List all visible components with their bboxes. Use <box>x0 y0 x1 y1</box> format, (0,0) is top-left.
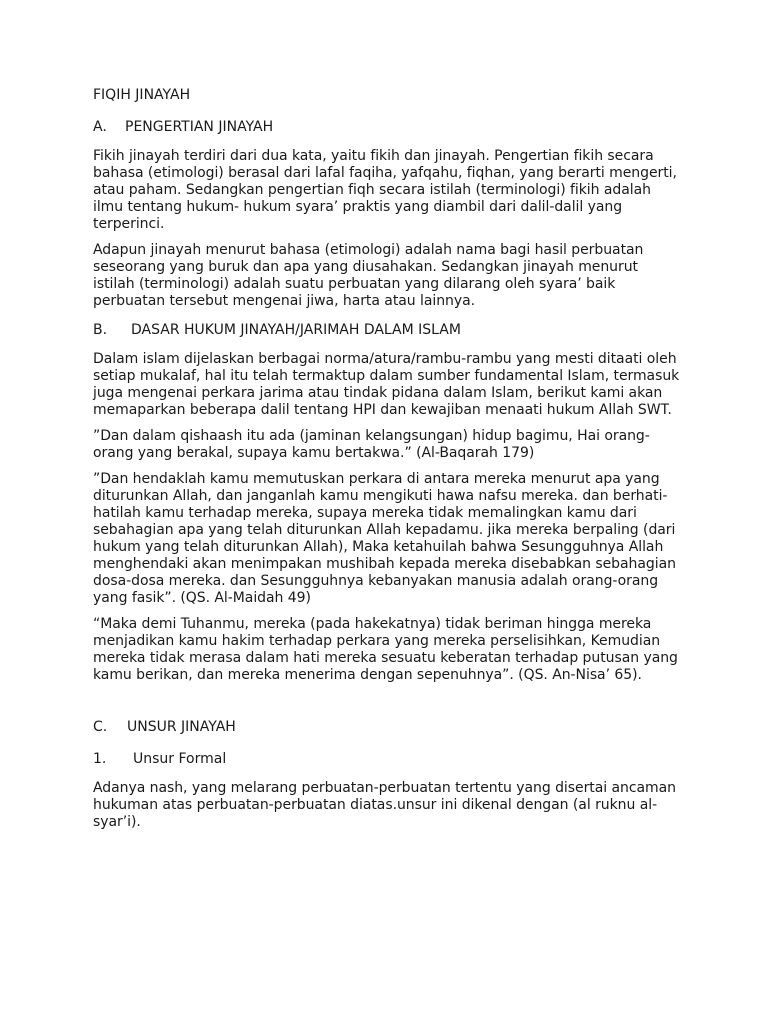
section-b-paragraph-1: Dalam islam dijelaskan berbagai norma/atura/rambu-rambu yang mesti ditaati oleh setiap mukalaf, hal itu telah termaktup dalam sumber fundamental Islam, termasuk juga mengenai perkara jarima atau tindak pidana dalam Islam, berikut kami akan memaparkan beberapa dalil tentang HPI dan kewajiban menaati hukum Allah SWT. <box>93 351 680 418</box>
subsection-1-heading <box>93 748 683 771</box>
section-a-paragraph-2: Adapun jinayah menurut bahasa (etimologi) adalah nama bagi hasil perbuatan seseorang yang buruk dan apa yang diusahakan. Sedangkan jinayah menurut istilah (terminologi) adalah suatu perbuatan yang dilarang oleh syara’ baik perbuatan tersebut mengenai jiwa, harta atau lainnya. <box>93 242 644 309</box>
section-b-title: DASAR HUKUM JINAYAH/JARIMAH DALAM ISLAM <box>131 322 461 338</box>
document-title: FIQIH JINAYAH <box>93 87 191 103</box>
section-b-number: B. <box>93 322 108 338</box>
section-a-title: PENGERTIAN JINAYAH <box>125 119 274 135</box>
section-a-number: A. <box>93 119 107 135</box>
section-c-number: C. <box>93 719 108 735</box>
section-b-heading <box>93 319 683 342</box>
section-c-heading <box>93 716 683 739</box>
section-a-heading <box>93 116 683 139</box>
quote-an-nisa: “Maka demi Tuhanmu, mereka (pada hakekatnya) tidak beriman hingga mereka menjadikan kamu hakim terhadap perkara yang mereka perselisihkan, Kemudian mereka tidak merasa dalam hati mereka sesuatu keberatan terhadap putusan yang kamu berikan, dan mereka menerima dengan sepenuhnya”. (QS. An-Nisa’ 65). <box>93 616 678 683</box>
subsection-1-paragraph-1: Adanya nash, yang melarang perbuatan-perbuatan tertentu yang disertai ancaman hukuman atas perbuatan-perbuatan diatas.unsur ini dikenal dengan (al ruknu al-syar’i). <box>93 780 676 830</box>
document-body <box>93 84 683 840</box>
quote-al-maidah: ”Dan hendaklah kamu memutuskan perkara di antara mereka menurut apa yang diturunkan Allah, dan janganlah kamu mengikuti hawa nafsu mereka. dan berhati-hatilah kamu terhadap mereka, supaya mereka tidak memalingkan kamu dari sebahagian apa yang telah diturunkan Allah kepadamu. jika mereka berpaling (dari hukum yang telah diturunkan Allah), Maka ketahuilah bahwa Sesungguhnya Allah menghendaki akan menimpakan mushibah kepada mereka disebabkan sebahagian dosa-dosa mereka. dan Sesungguhnya kebanyakan manusia adalah orang-orang yang fasik”. (QS. Al-Maidah 49) <box>93 471 676 606</box>
blank-line <box>93 693 683 716</box>
subsection-1-number: 1. <box>93 751 107 767</box>
subsection-1-title: Unsur Formal <box>133 751 227 767</box>
section-a-paragraph-1: Fikih jinayah terdiri dari dua kata, yaitu fikih dan jinayah. Pengertian fikih secara bahasa (etimologi) berasal dari lafal faqiha, yafqahu, fiqhan, yang berarti mengerti, atau paham. Sedangkan pengertian fiqh secara istilah (terminologi) fikih adalah ilmu tentang hukum- hukum syara’ praktis yang diambil dari dalil-dalil yang terperinci. <box>93 148 677 232</box>
quote-al-baqarah: ”Dan dalam qishaash itu ada (jaminan kelangsungan) hidup bagimu, Hai orang-orang yang berakal, supaya kamu bertakwa.” (Al-Baqarah 179) <box>93 428 650 461</box>
section-c-title: UNSUR JINAYAH <box>127 719 236 735</box>
